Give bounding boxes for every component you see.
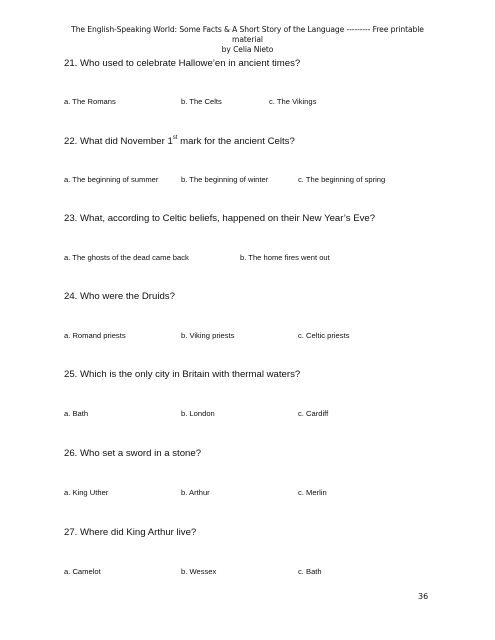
question-21-option-a: a. The Romans [64, 97, 116, 106]
question-21: 21. Who used to celebrate Hallowe’en in ancient times? [64, 58, 301, 69]
question-27-option-a: a. Camelot [64, 567, 101, 576]
question-22-option-c: c. The beginning of spring [298, 175, 386, 184]
question-23-option-a: a. The ghosts of the dead came back [64, 253, 189, 262]
question-22-superscript: st [172, 134, 178, 141]
question-27-option-b: b. Wessex [181, 567, 217, 576]
question-21-option-b: b. The Celts [181, 97, 222, 106]
header-author: by Celia Nieto [221, 45, 274, 54]
question-27-option-c: c. Bath [298, 567, 322, 576]
question-22-text-end: mark for the ancient Celts? [177, 136, 295, 147]
question-22 [64, 136, 295, 147]
question-22-option-a: a. The beginning of summer [64, 175, 159, 184]
header-title: The English-Speaking World: Some Facts & A Short Story of the Language --------- Free printable material [71, 25, 424, 44]
question-26-option-b: b. Arthur [181, 488, 210, 497]
question-21-option-c: c. The Vikings [269, 97, 317, 106]
question-23: 23. What, according to Celtic beliefs, happened on their New Year’s Eve? [64, 213, 376, 224]
question-24-option-c: c. Celtic priests [298, 331, 350, 340]
page-header [60, 25, 435, 55]
question-27: 27. Where did King Arthur live? [64, 527, 197, 538]
question-25-option-a: a. Bath [64, 409, 89, 418]
question-25: 25. Which is the only city in Britain with thermal waters? [64, 369, 301, 380]
question-22-text-start: 22. What did November 1 [64, 136, 173, 147]
question-24-option-b: b. Viking priests [181, 331, 235, 340]
question-22-option-b: b. The beginning of winter [181, 175, 269, 184]
question-26: 26. Who set a sword in a stone? [64, 448, 202, 459]
question-26-option-a: a. King Uther [64, 488, 109, 497]
question-24-option-a: a. Romand priests [64, 331, 126, 340]
question-26-option-c: c. Merlin [298, 488, 327, 497]
question-23-option-b: b. The home fires went out [240, 253, 330, 262]
question-25-option-c: c. Cardiff [298, 409, 329, 418]
question-25-option-b: b. London [181, 409, 215, 418]
question-24: 24. Who were the Druids? [64, 291, 175, 302]
page-number: 36 [418, 592, 429, 601]
